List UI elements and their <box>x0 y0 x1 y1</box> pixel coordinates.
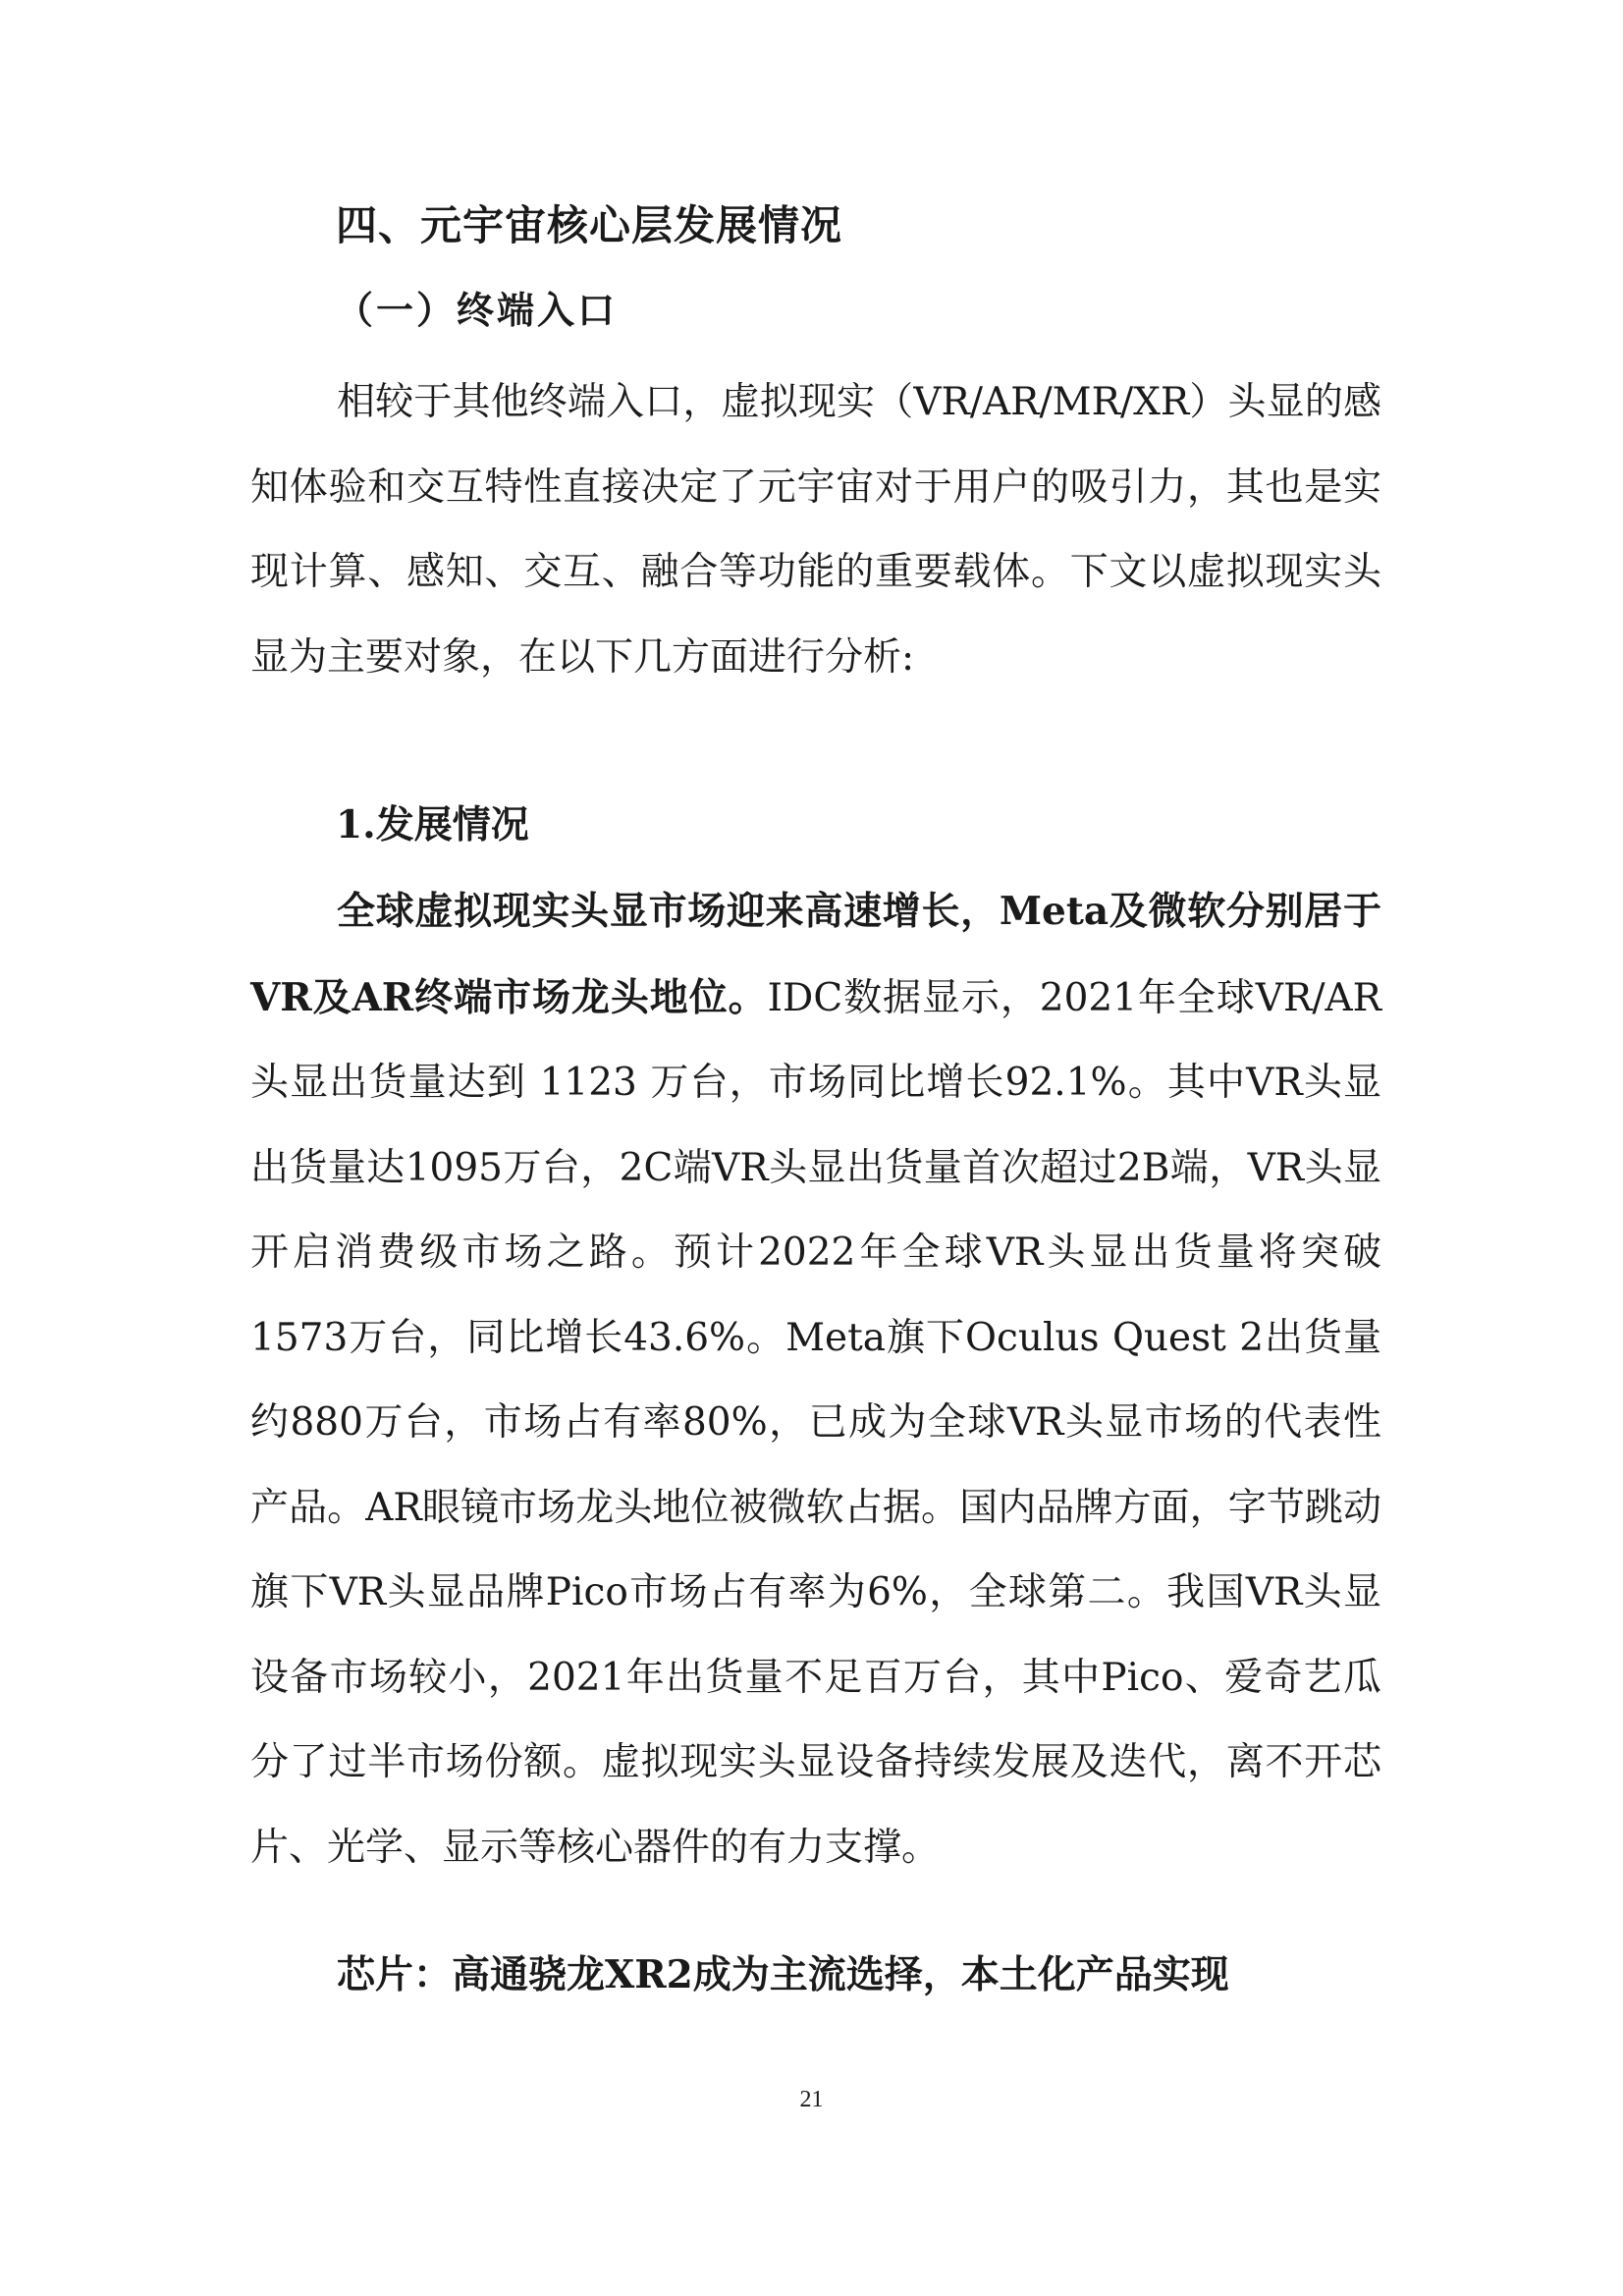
page-number: 21 <box>799 2087 824 2112</box>
development-heading: 1.发展情况 <box>336 802 529 847</box>
intro-paragraph: 相较于其他终端入口，虚拟现实（VR/AR/MR/XR）头显的感知体验和交互特性直接决定了元宇宙对于用户的吸引力，其也是实现计算、感知、交互、融合等功能的重要载体。下文以虚拟现实头显为主要对象，在以下几方面进行分析: <box>250 380 1381 680</box>
chip-paragraph: 芯片：高通骁龙XR2成为主流选择，本土化产品实现 <box>337 1952 1229 1997</box>
market-paragraph-lead: 全球虚拟现实头显市场迎来高速增长，Meta及微软分别居于VR及AR终端市场龙头地位。 <box>250 889 1381 1020</box>
section-title: 四、元宇宙核心层发展情况 <box>336 201 843 249</box>
market-paragraph-body: IDC数据显示，2021年全球VR/AR头显出货量达到 1123 万台，市场同比增长92.1%。其中VR头显出货量达1095万台，2C端VR头显出货量首次超过2B端，VR头显开启消费级市场之路。预计2022年全球VR头显出货量将突破1573万台，同比增长43.6%。Meta旗下Oculus Quest 2出货量约880万台，市场占有率80%，已成为全球VR头显市场的代表性产品。AR眼镜市场龙头地位被微软占据。国内品牌方面，字节跳动旗下VR头显品牌Pico市场占有率为6%，全球第二。我国VR头显设备市场较小，2021年出货量不足百万台，其中Pico、爱奇艺瓜分了过半市场份额。虚拟现实头显设备持续发展及迭代，离不开芯片、光学、显示等核心器件的有力支撑。 <box>250 975 1382 1870</box>
subsection-title: （一）终端入口 <box>336 289 619 332</box>
market-paragraph <box>250 869 1381 1890</box>
